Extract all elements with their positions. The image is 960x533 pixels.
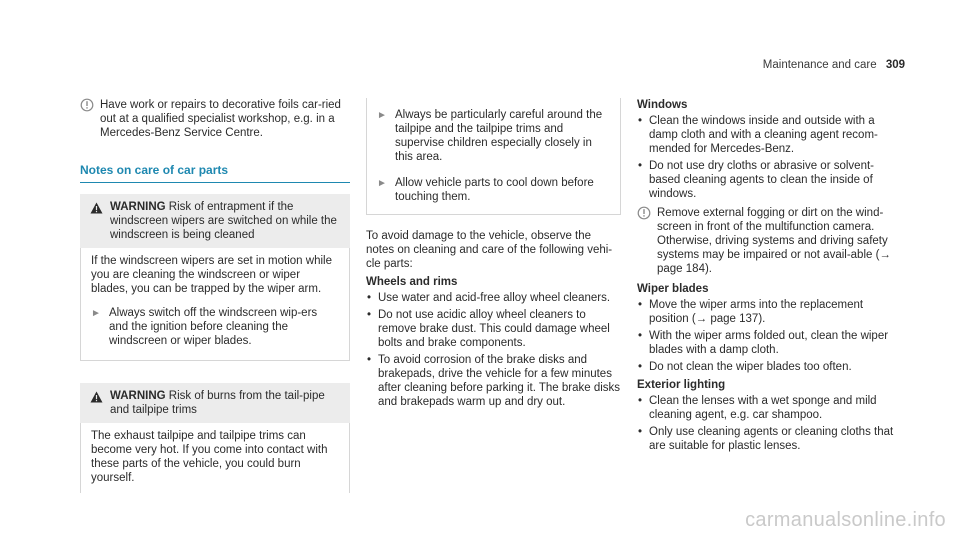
- intro-text: To avoid damage to the vehicle, observe the notes on cleaning and care of the following vehi-cle parts:: [366, 230, 613, 270]
- column-1: [80, 98, 350, 493]
- list-item: • Use water and acid-free alloy wheel cleaners.: [366, 291, 621, 305]
- action-step: [377, 104, 610, 168]
- warning-label: WARNING: [110, 201, 166, 213]
- column-2: [366, 98, 621, 412]
- list-item: • Do not use dry cloths or abrasive or solvent-based cleaning agents to clean the inside of windows.: [637, 159, 897, 201]
- page-number: 309: [885, 59, 905, 71]
- list-item: • To avoid corrosion of the brake disks and brakepads, drive the vehicle for a few minutes after cleaning before parking it. The brake disks and brakepads warm up and dry out.: [366, 353, 621, 409]
- tip-text: Remove external fogging or dirt on the wind-screen in front of the multifunction camera. Otherwise, driving systems and driving safety systems may be impaired or not avail-able (→ page 184).: [657, 207, 891, 275]
- list-item: • Do not use acidic alloy wheel cleaners to remove brake dust. This could damage wheel bolts and brake components.: [366, 308, 621, 350]
- warning-triangle-icon: [90, 391, 103, 403]
- list-item: • Clean the lenses with a wet sponge and mild cleaning agent, e.g. car shampoo.: [637, 394, 897, 422]
- tip-note: [637, 206, 897, 276]
- warning-body: [80, 248, 350, 361]
- step-text: Always switch off the windscreen wip-ers and the ignition before cleaning the windscreen or wiper blades.: [109, 307, 318, 347]
- warning-text: If the windscreen wipers are set in motion while you are cleaning the windscreen or wiper blades, you can be trapped by the wiper arm.: [91, 255, 332, 295]
- warning-label: WARNING: [110, 390, 166, 402]
- warning-box-burns-continued: [366, 98, 621, 215]
- column-3: [637, 98, 897, 456]
- action-step: [377, 172, 610, 208]
- arrow-right-icon: ►: [377, 178, 387, 189]
- tip-text: Have work or repairs to decorative foils car-ried out at a qualified specialist workshop, e.g. in a Mercedes-Benz Service Centre.: [100, 99, 341, 139]
- list-item: • Clean the windows inside and outside with a damp cloth and with a cleaning agent recom-mended for Mercedes-Benz.: [637, 114, 897, 156]
- windows-heading: Windows: [637, 99, 688, 111]
- step-text: Allow vehicle parts to cool down before touching them.: [395, 177, 594, 203]
- section-title: Notes on care of car parts: [80, 163, 229, 177]
- info-tip-icon: [80, 98, 94, 112]
- wheels-heading: Wheels and rims: [366, 276, 458, 288]
- arrow-right-icon: ►: [91, 308, 101, 319]
- list-item: • Move the wiper arms into the replacement position (→ page 137).: [637, 298, 897, 326]
- exterior-lighting-heading: Exterior lighting: [637, 379, 726, 391]
- info-tip-icon: [637, 206, 651, 220]
- wiper-heading: Wiper blades: [637, 283, 709, 295]
- warning-text: The exhaust tailpipe and tailpipe trims can become very hot. If you come into contact with these parts of the vehicle, you could burn yourself.: [91, 430, 328, 484]
- warning-body: [80, 423, 350, 493]
- step-text: Always be particularly careful around the tailpipe and the tailpipe trims and supervise children especially closely in this area.: [395, 109, 603, 163]
- warning-box-entrapment: [80, 194, 350, 361]
- action-step: [91, 302, 339, 352]
- wheels-list: [366, 291, 621, 409]
- watermark: carmanualsonline.info: [745, 509, 946, 531]
- running-header: [763, 58, 905, 72]
- list-item: • Only use cleaning agents or cleaning cloths that are suitable for plastic lenses.: [637, 425, 897, 453]
- section-divider: [80, 182, 350, 183]
- wiper-list: [637, 298, 897, 374]
- warning-title: Risk of entrapment if the windscreen wipers are switched on while the windscreen is being cleaned: [110, 201, 337, 241]
- exterior-lighting-list: [637, 394, 897, 453]
- warning-box-burns: [80, 383, 350, 493]
- list-item: • With the wiper arms folded out, clean the wiper blades with a damp cloth.: [637, 329, 897, 357]
- arrow-right-icon: ►: [377, 110, 387, 121]
- warning-header: [80, 194, 350, 248]
- section-name: Maintenance and care: [762, 59, 877, 71]
- list-item: • Do not clean the wiper blades too often.: [637, 360, 897, 374]
- warning-triangle-icon: [90, 202, 103, 214]
- warning-header: [80, 383, 350, 423]
- warning-title: Risk of burns from the tail-pipe and tailpipe trims: [110, 390, 325, 416]
- tip-note: [80, 98, 350, 140]
- windows-list: [637, 114, 897, 201]
